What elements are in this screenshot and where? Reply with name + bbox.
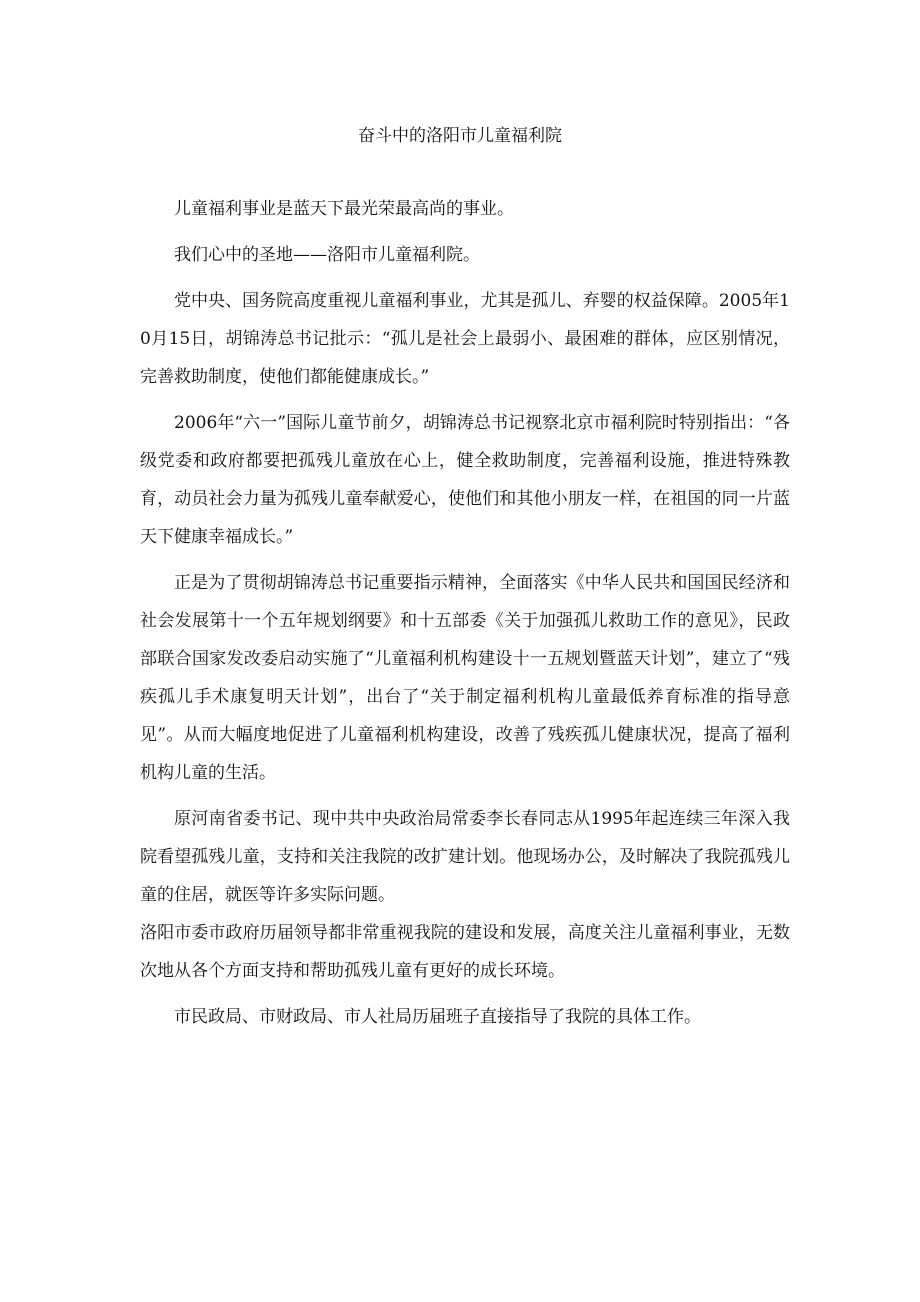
document-title: 奋斗中的洛阳市儿童福利院: [358, 126, 562, 146]
paragraph: 2006年“六一”国际儿童节前夕，胡锦涛总书记视察北京市福利院时特别指出：“各级党委和政府都要把孤残儿童放在心上，健全救助制度，完善福利设施，推进特殊教育，动员社会力量为孤残儿童奉献爱心，使他们和其他小朋友一样，在祖国的同一片蓝天下健康幸福成长。”: [140, 413, 790, 547]
paragraph: 洛阳市委市政府历届领导都非常重视我院的建设和发展，高度关注儿童福利事业，无数次地从各个方面支持和帮助孤残儿童有更好的成长环境。: [140, 923, 790, 981]
paragraph: 原河南省委书记、现中共中央政治局常委李长春同志从1995年起连续三年深入我院看望孤残儿童，支持和关注我院的改扩建计划。他现场办公，及时解决了我院孤残儿童的住居，就医等许多实际问题。: [140, 809, 790, 905]
paragraph: 党中央、国务院高度重视儿童福利事业，尤其是孤儿、弃婴的权益保障。2005年10月15日，胡锦涛总书记批示：“孤儿是社会上最弱小、最困难的群体，应区别情况，完善救助制度，使他们都能健康成长。”: [140, 291, 790, 387]
paragraph: 正是为了贯彻胡锦涛总书记重要指示精神，全面落实《中华人民共和国国民经济和社会发展第十一个五年规划纲要》和十五部委《关于加强孤儿救助工作的意见》，民政部联合国家发改委启动实施了“儿童福利机构建设十一五规划暨蓝天计划”，建立了“残疾孤儿手术康复明天计划”，出台了“关于制定福利机构儿童最低养育标准的指导意见”。从而大幅度地促进了儿童福利机构建设，改善了残疾孤儿健康状况，提高了福利机构儿童的生活。: [140, 573, 790, 783]
paragraph: 我们心中的圣地——洛阳市儿童福利院。: [174, 245, 480, 265]
paragraph: 儿童福利事业是蓝天下最光荣最高尚的事业。: [174, 199, 514, 219]
document-body: [140, 190, 790, 1036]
paragraph: 市民政局、市财政局、市人社局历届班子直接指导了我院的具体工作。: [174, 1007, 701, 1027]
